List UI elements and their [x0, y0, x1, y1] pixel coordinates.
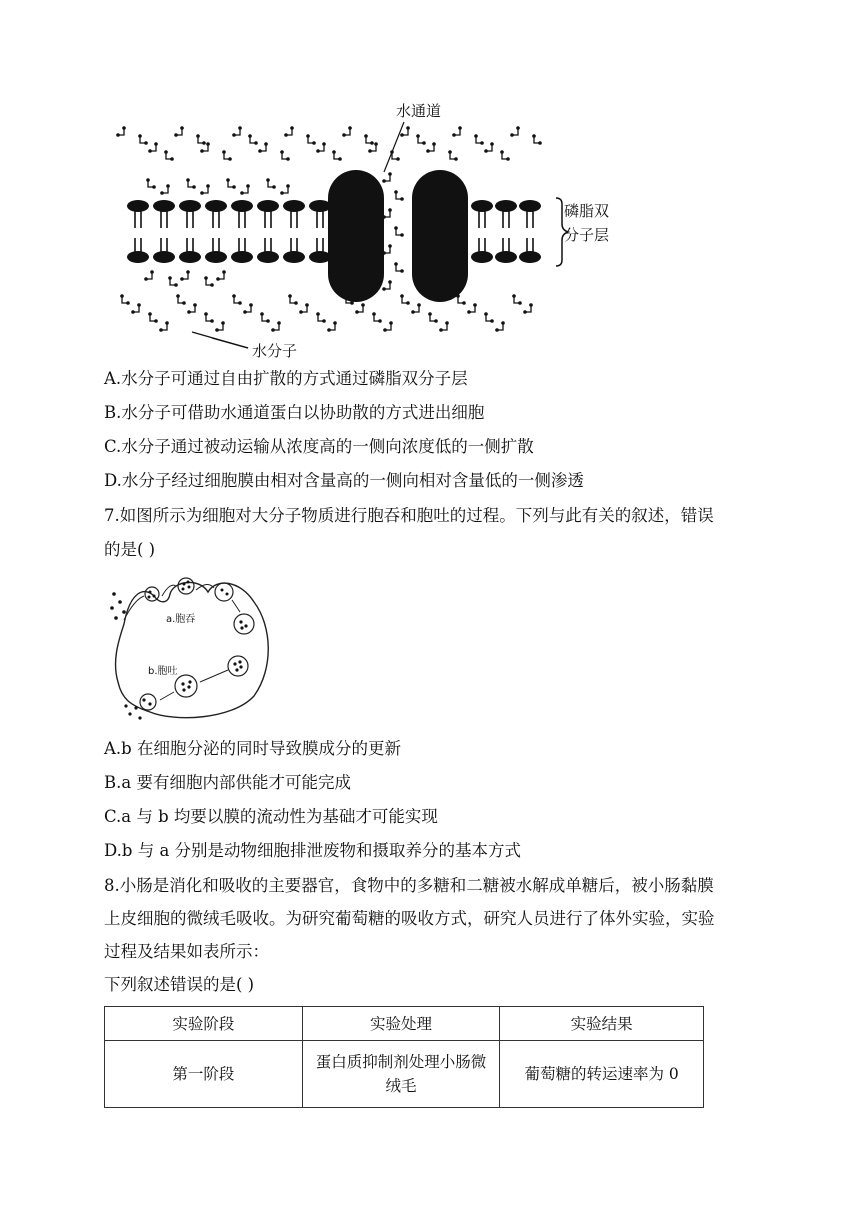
q8-stem-line2: 上皮细胞的微绒毛吸收。为研究葡萄糖的吸收方式，研究人员进行了体外实验，实验 — [104, 909, 715, 928]
q8-stem-line4: 下列叙述错误的是( ) — [104, 975, 255, 994]
water-molecule — [159, 321, 169, 332]
water-molecule — [284, 126, 294, 137]
water-molecule — [271, 321, 281, 332]
water-molecule — [382, 280, 392, 291]
water-molecule — [174, 126, 184, 137]
phospholipid-top — [127, 200, 149, 228]
bilayer-label-line2: 分子层 — [564, 226, 610, 244]
q7-option-d: D.b 与 a 分别是动物细胞排泄废物和摄取养分的基本方式 — [104, 841, 522, 860]
header-result: 实验结果 — [500, 1007, 704, 1041]
water-molecule — [240, 184, 250, 195]
phospholipid-bottom — [257, 238, 279, 263]
water-molecule — [216, 270, 226, 281]
water-molecules-in-channel — [382, 172, 404, 291]
water-molecule — [428, 312, 438, 323]
water-molecule-label: 水分子 — [252, 342, 298, 360]
water-molecule — [484, 312, 494, 323]
water-molecule — [186, 178, 196, 189]
water-molecule — [243, 303, 253, 314]
q7-option-b: B.a 要有细胞内部供能才可能完成 — [104, 773, 351, 792]
water-molecule — [148, 312, 158, 323]
water-molecule — [144, 270, 154, 281]
water-molecules-top — [116, 126, 542, 195]
channel-pointer-line — [384, 122, 404, 172]
water-molecule — [258, 142, 268, 153]
table-row — [105, 1041, 704, 1108]
q7-stem-line1: 7.如图所示为细胞对大分子物质进行胞吞和胞吐的过程。下列与此有关的叙述，错误 — [104, 506, 714, 525]
arrow-out-2 — [160, 692, 174, 700]
invagination-vesicle-2 — [178, 578, 194, 594]
q8-stem-line3: 过程及结果如表所示： — [104, 942, 269, 961]
membrane-water-channel-figure — [112, 100, 652, 368]
water-molecule — [120, 294, 130, 305]
water-molecule — [456, 294, 466, 305]
water-molecule — [266, 178, 276, 189]
water-channel-label: 水通道 — [396, 102, 442, 120]
phospholipid-bottom — [283, 238, 305, 263]
water-molecule — [448, 150, 458, 161]
water-molecule — [200, 184, 210, 195]
experiment-table — [104, 1006, 704, 1108]
water-molecule — [160, 184, 170, 195]
phospholipid-bottom — [495, 238, 517, 263]
water-molecule — [394, 226, 404, 237]
phospholipid-top — [283, 200, 305, 228]
cell-treatment-line1: 蛋白质抑制剂处理小肠微 — [315, 1053, 487, 1071]
cell-result: 葡萄糖的转运速率为 0 — [500, 1041, 704, 1108]
q6-option-a: A.水分子可通过自由扩散的方式通过磷脂双分子层 — [104, 369, 468, 388]
arrow-in-1 — [124, 596, 144, 620]
water-molecules-bottom — [120, 270, 533, 332]
secretory-vesicle-2 — [175, 675, 197, 697]
phospholipid-top — [153, 200, 175, 228]
arrow-out-1 — [200, 670, 228, 682]
channel-protein-left — [328, 170, 384, 302]
water-molecule — [394, 190, 404, 201]
water-molecule — [383, 321, 393, 332]
cell-stage: 第一阶段 — [105, 1041, 303, 1108]
water-molecule — [168, 276, 178, 287]
water-molecule — [372, 312, 382, 323]
water-molecule — [146, 178, 156, 189]
water-molecule — [500, 150, 510, 161]
water-molecule — [532, 134, 542, 145]
channel-protein-right — [412, 170, 468, 302]
phospholipid-bottom — [471, 238, 493, 263]
header-treatment: 实验处理 — [302, 1007, 500, 1041]
water-molecule — [474, 134, 484, 145]
cell-membrane — [116, 582, 269, 717]
phospholipid-bottom — [127, 238, 149, 263]
exocytosis-label: b.胞吐 — [148, 666, 178, 677]
secretory-vesicle-1 — [228, 656, 248, 676]
cell-treatment-line2: 绒毛 — [385, 1077, 417, 1095]
water-molecule — [382, 172, 392, 183]
table-header-row — [105, 1007, 704, 1041]
water-molecule — [131, 303, 141, 314]
phospholipid-top — [309, 200, 331, 228]
phospholipid-top — [519, 200, 541, 228]
water-molecule — [215, 321, 225, 332]
phospholipid-top — [257, 200, 279, 228]
arrow-in-4 — [232, 600, 240, 612]
arrow-in-2 — [162, 585, 176, 596]
water-molecule — [176, 294, 186, 305]
internal-vesicle — [234, 614, 254, 634]
water-molecule — [523, 303, 533, 314]
phospholipid-bottom — [179, 238, 201, 263]
water-molecule — [196, 134, 206, 145]
water-molecule — [316, 312, 326, 323]
endocytic-vesicle — [215, 583, 233, 601]
phospholipid-bottom — [205, 238, 227, 263]
q6-option-b: B.水分子可借助水通道蛋白以协助散的方式进出细胞 — [104, 403, 485, 422]
q6-option-d: D.水分子经过细胞膜由相对含量高的一侧向相对含量低的一侧渗透 — [104, 471, 584, 490]
cell-treatment — [302, 1041, 500, 1108]
water-molecule — [164, 150, 174, 161]
water-molecule — [187, 303, 197, 314]
phospholipid-top — [205, 200, 227, 228]
q7-option-a: A.b 在细胞分泌的同时导致膜成分的更新 — [104, 739, 401, 758]
endocytosis-exocytosis-figure — [104, 572, 284, 724]
water-molecule — [484, 142, 494, 153]
water-molecule — [116, 126, 126, 137]
q7-stem-line2: 的是( ) — [104, 540, 156, 559]
phospholipid-top — [179, 200, 201, 228]
endocytosis-label: a.胞吞 — [166, 614, 196, 625]
water-molecule — [394, 262, 404, 273]
water-molecule — [232, 294, 242, 305]
water-molecule — [306, 134, 316, 145]
water-molecule — [180, 270, 190, 281]
water-molecule — [495, 321, 505, 332]
water-molecule — [342, 126, 352, 137]
water-molecule — [332, 150, 342, 161]
water-molecule — [416, 134, 426, 145]
water-molecule — [138, 134, 148, 145]
q6-option-c: C.水分子通过被动运输从浓度高的一侧向浓度低的一侧扩散 — [104, 437, 534, 456]
water-molecule — [226, 178, 236, 189]
water-molecule — [439, 321, 449, 332]
water-molecule — [280, 184, 290, 195]
water-molecule — [260, 312, 270, 323]
water-molecule — [288, 294, 298, 305]
water-molecule — [400, 294, 410, 305]
water-molecule — [510, 126, 520, 137]
water-pointer-line-2 — [212, 338, 248, 348]
cell-diagram — [104, 572, 284, 724]
header-stage: 实验阶段 — [105, 1007, 303, 1041]
phospholipid-top — [495, 200, 517, 228]
phospholipid-bottom — [309, 238, 331, 263]
outside-particles-top — [110, 592, 126, 620]
water-molecule — [204, 276, 214, 287]
water-molecule — [327, 321, 337, 332]
water-molecule — [299, 303, 309, 314]
water-molecule — [148, 142, 158, 153]
water-molecule — [426, 142, 436, 153]
water-molecule — [280, 150, 290, 161]
phospholipid-top — [471, 200, 493, 228]
water-molecule — [467, 303, 477, 314]
water-molecule — [512, 294, 522, 305]
phospholipid-top — [231, 200, 253, 228]
phospholipid-bottom — [231, 238, 253, 263]
q8-stem-line1: 8.小肠是消化和吸收的主要器官，食物中的多糖和二糖被水解成单糖后，被小肠黏膜 — [104, 876, 714, 895]
water-molecule — [355, 303, 365, 314]
water-molecule — [316, 142, 326, 153]
water-molecule — [222, 150, 232, 161]
water-molecule — [411, 303, 421, 314]
water-molecule — [248, 134, 258, 145]
water-molecule — [204, 312, 214, 323]
phospholipid-bottom — [153, 238, 175, 263]
phospholipid-bottom — [519, 238, 541, 263]
water-molecule — [232, 126, 242, 137]
bilayer-label-line1: 磷脂双 — [564, 202, 610, 220]
fusing-vesicle — [140, 694, 156, 710]
water-molecule — [364, 134, 374, 145]
q7-option-c: C.a 与 b 均要以膜的流动性为基础才可能实现 — [104, 807, 438, 826]
water-molecule — [452, 126, 462, 137]
